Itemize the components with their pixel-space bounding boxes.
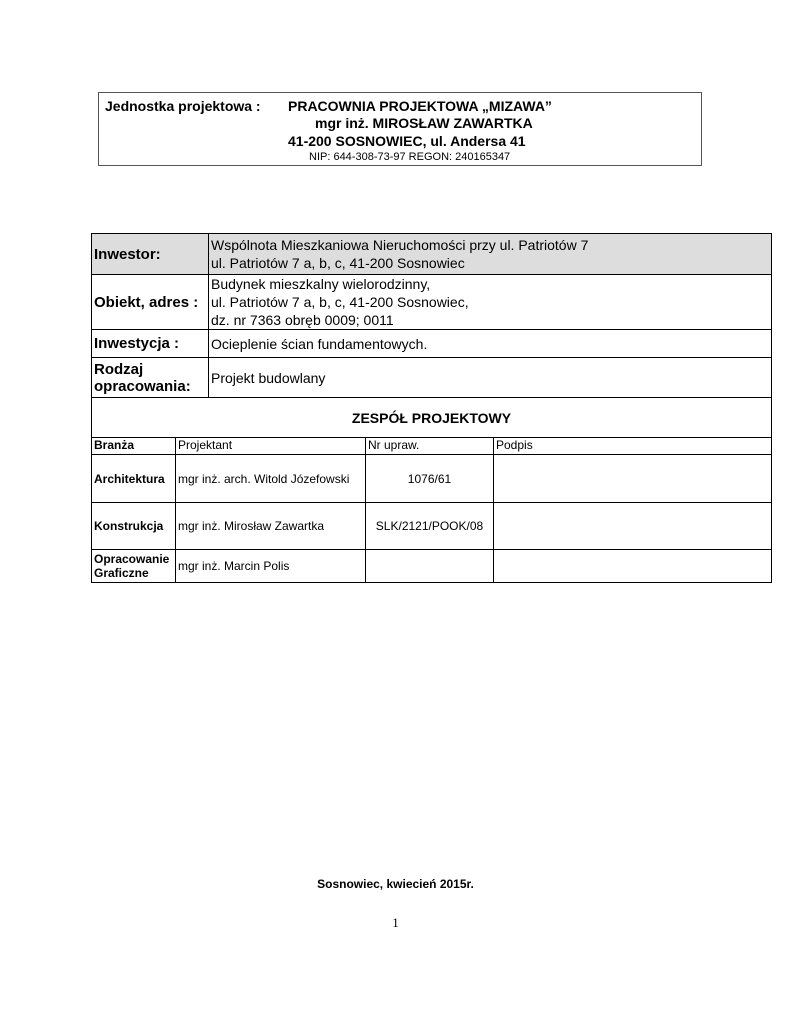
designer-cell: mgr inż. arch. Witold Józefowski <box>176 455 366 503</box>
team-title-row <box>92 398 772 438</box>
signature-cell <box>494 503 772 550</box>
signature-cell <box>494 550 772 583</box>
signature-cell <box>494 455 772 503</box>
design-unit-box <box>98 92 702 166</box>
table-row <box>92 550 772 583</box>
object-row <box>92 275 772 330</box>
header-license: Nr upraw. <box>366 438 494 455</box>
branch-cell: Konstrukcja <box>92 503 176 550</box>
company-name: PRACOWNIA PROJEKTOWA „MIZAWA” <box>288 98 552 114</box>
investor-line2: ul. Patriotów 7 a, b, c, 41-200 Sosnowiec <box>211 255 465 271</box>
place-date: Sosnowiec, kwiecień 2015r. <box>317 877 474 891</box>
team-title: ZESPÓŁ PROJEKTOWY <box>92 398 772 438</box>
investor-label: Inwestor: <box>92 234 209 275</box>
table-row <box>92 455 772 503</box>
investment-row <box>92 330 772 358</box>
license-cell: SLK/2121/POOK/08 <box>366 503 494 550</box>
object-line2: ul. Patriotów 7 a, b, c, 41-200 Sosnowiec, <box>211 294 469 310</box>
doc-type-label-line1: Rodzaj <box>94 360 144 378</box>
header-signature: Podpis <box>494 438 772 455</box>
page-number: 1 <box>392 915 399 930</box>
investment-value: Ocieplenie ścian fundamentowych. <box>209 330 772 358</box>
company-address: 41-200 SOSNOWIEC, ul. Andersa 41 <box>288 133 526 149</box>
header-branch: Branża <box>92 438 176 455</box>
license-cell: 1076/61 <box>366 455 494 503</box>
branch-cell <box>92 550 176 583</box>
doc-type-label-line2: opracowania: <box>94 377 191 395</box>
branch-cell: Architektura <box>92 455 176 503</box>
object-line3: dz. nr 7363 obręb 0009; 0011 <box>211 312 394 328</box>
doc-type-row <box>92 358 772 398</box>
company-ids: NIP: 644-308-73-97 REGON: 240165347 <box>309 151 511 163</box>
investment-label: Inwestycja : <box>92 330 209 358</box>
project-info-table <box>91 233 772 438</box>
doc-type-value: Projekt budowlany <box>209 358 772 398</box>
object-label: Obiekt, adres : <box>92 275 209 330</box>
object-line1: Budynek mieszkalny wielorodzinny, <box>211 276 431 292</box>
investor-row <box>92 234 772 275</box>
design-unit-label: Jednostka projektowa : <box>105 98 261 114</box>
doc-type-label <box>92 358 209 398</box>
designer-cell: mgr inż. Mirosław Zawartka <box>176 503 366 550</box>
company-person: mgr inż. MIROSŁAW ZAWARTKA <box>315 115 533 131</box>
designer-cell: mgr inż. Marcin Polis <box>176 550 366 583</box>
investor-line1: Wspólnota Mieszkaniowa Nieruchomości przy ul. Patriotów 7 <box>211 237 589 253</box>
branch-line2: Graficzne <box>94 566 149 580</box>
table-row <box>92 503 772 550</box>
header-designer: Projektant <box>176 438 366 455</box>
team-header-row <box>92 438 772 455</box>
object-value <box>209 275 772 330</box>
investor-value <box>209 234 772 275</box>
license-cell <box>366 550 494 583</box>
branch-line1: Opracowanie <box>94 552 170 566</box>
team-table <box>91 437 772 583</box>
